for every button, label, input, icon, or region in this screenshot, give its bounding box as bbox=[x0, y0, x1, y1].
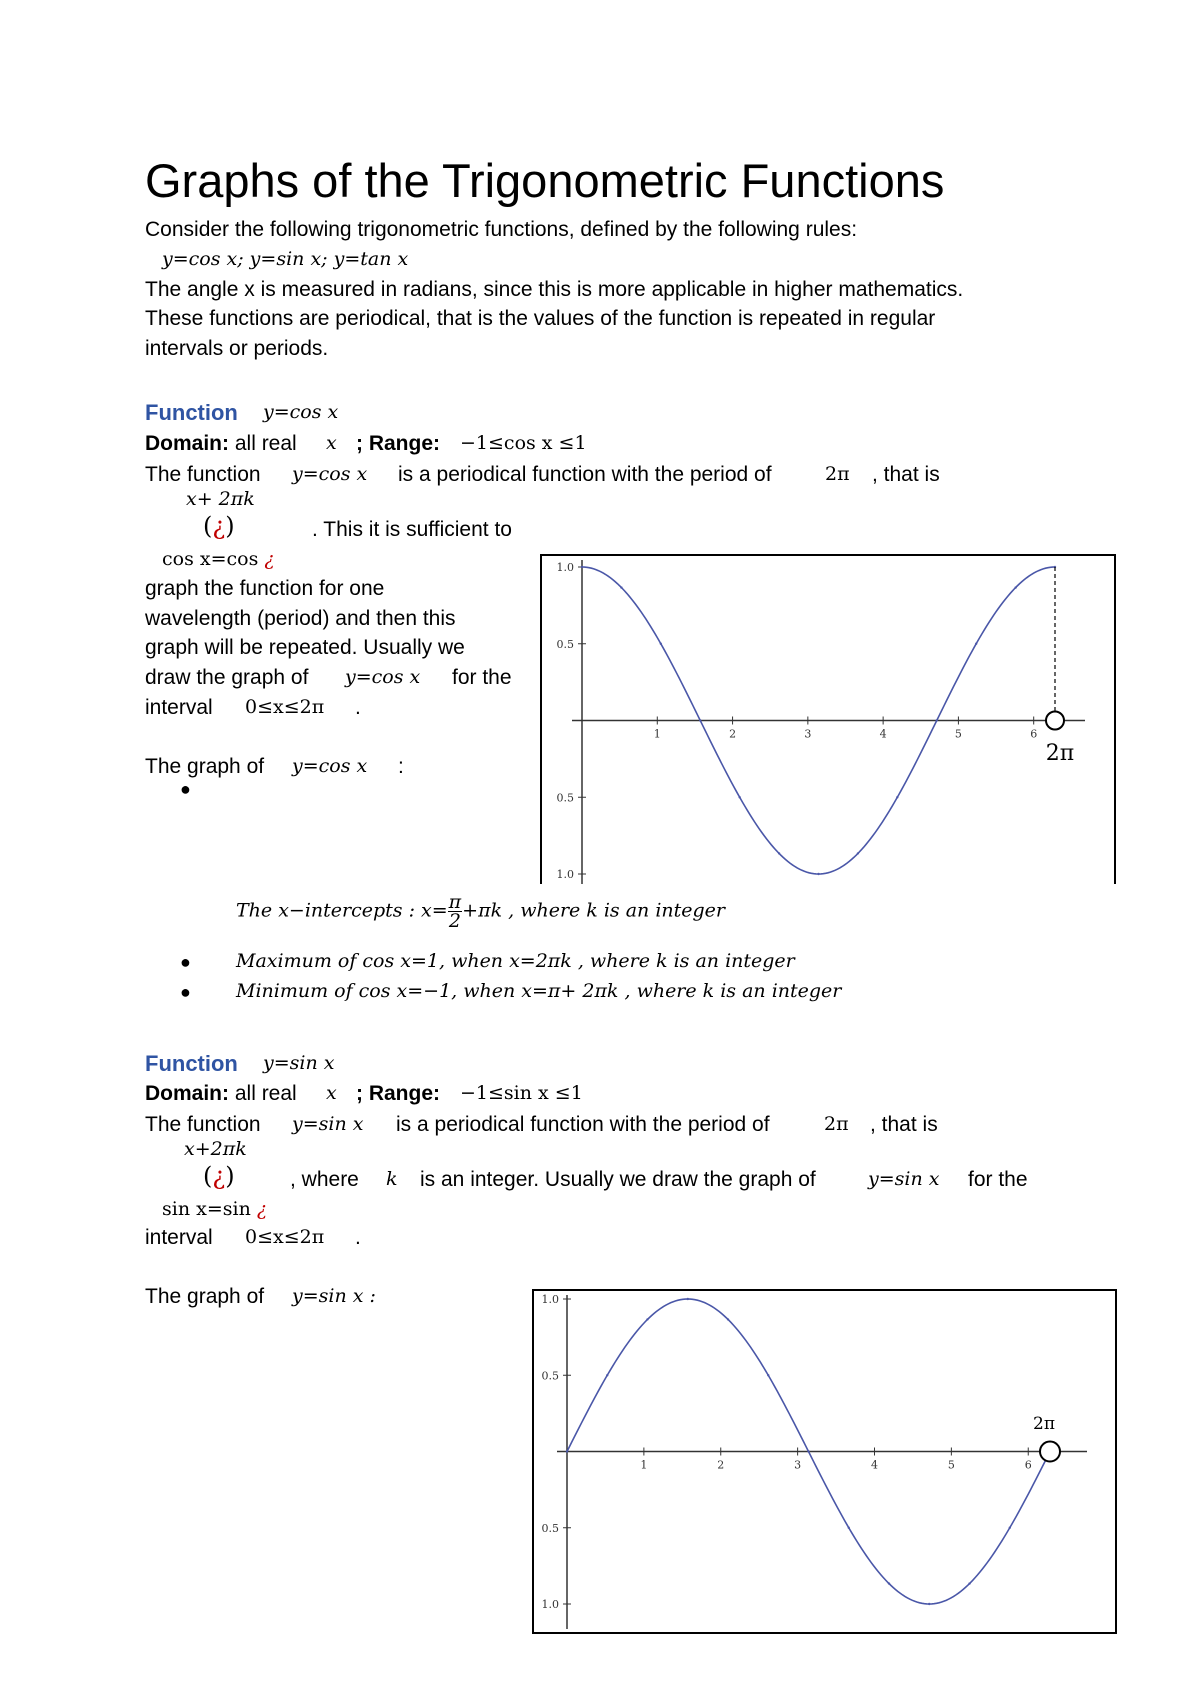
period-label: 2π bbox=[1045, 741, 1075, 766]
cos-draw-math: y=cos x bbox=[345, 666, 421, 688]
cos-eq-lhs-i: ¿ bbox=[264, 548, 275, 570]
sin-where-var: k bbox=[386, 1168, 398, 1190]
sin-interval-end: . bbox=[355, 1226, 361, 1249]
cos-domain-text: all real bbox=[234, 432, 297, 455]
cos-domain-var: x bbox=[326, 432, 337, 454]
sin-eq-paren-open: ( bbox=[203, 1162, 213, 1190]
intro-rules: y=cos x; y=sin x; y=tan x bbox=[162, 248, 409, 270]
x-tick-label: 4 bbox=[870, 1458, 878, 1472]
sin-graph-math: y=sin x : bbox=[292, 1285, 376, 1307]
data-point bbox=[1014, 586, 1016, 588]
data-point bbox=[581, 566, 583, 568]
intro-line-2: The angle x is measured in radians, since this is more applicable in higher mathematics. bbox=[145, 278, 964, 301]
y-tick-label: 1.0 bbox=[556, 868, 574, 881]
sin-chart bbox=[532, 1289, 1117, 1634]
cos-para-2: wavelength (period) and then this bbox=[145, 607, 456, 630]
cos-para-3: graph will be repeated. Usually we bbox=[145, 636, 465, 659]
fraction-numerator: π bbox=[448, 891, 462, 913]
cos-eq-lhs: cos x=cos bbox=[162, 548, 259, 570]
data-point bbox=[968, 1582, 970, 1584]
page-title: Graphs of the Trigonometric Functions bbox=[145, 154, 945, 207]
sin-interval-label: interval bbox=[145, 1226, 213, 1249]
cos-graph-colon: : bbox=[398, 755, 404, 778]
sin-heading: Function bbox=[145, 1051, 238, 1076]
sin-eq-lhs-i: ¿ bbox=[256, 1198, 268, 1220]
data-point bbox=[1009, 1527, 1011, 1529]
data-point bbox=[888, 1582, 890, 1584]
sin-period-pre: The function bbox=[145, 1113, 261, 1136]
sin-eq-paren bbox=[203, 1162, 235, 1190]
sin-period-mid: is a periodical function with the period of bbox=[396, 1113, 770, 1136]
cos-chart bbox=[540, 554, 1116, 884]
x-tick-label: 1 bbox=[653, 727, 661, 741]
data-point bbox=[807, 1450, 809, 1452]
data-point bbox=[646, 1318, 648, 1320]
sin-eq-lhs-row bbox=[162, 1198, 267, 1220]
data-point bbox=[606, 1374, 608, 1376]
cos-eq-i: ¿ bbox=[212, 512, 226, 540]
sin-eq-lhs: sin x=sin bbox=[162, 1198, 251, 1220]
data-point bbox=[928, 1603, 930, 1605]
cos-period-math: y=cos x bbox=[292, 463, 368, 485]
cos-interval-end: . bbox=[355, 696, 361, 719]
sin-period-val: 2π bbox=[824, 1113, 849, 1135]
cos-max: Maximum of cos x=1, when x=2πk , where k is an integer bbox=[236, 950, 795, 972]
sin-domain-var: x bbox=[326, 1082, 337, 1104]
x-tick-label: 1 bbox=[640, 1458, 648, 1472]
cos-period-pre: The function bbox=[145, 463, 261, 486]
data-point bbox=[778, 852, 780, 854]
data-point bbox=[687, 1298, 689, 1300]
sin-integer-text: is an integer. Usually we draw the graph of bbox=[420, 1168, 816, 1191]
data-point bbox=[767, 1374, 769, 1376]
data-point bbox=[817, 873, 819, 875]
data-point bbox=[857, 852, 859, 854]
cos-intercepts-post: +πk , where k is an integer bbox=[462, 899, 726, 922]
bullet-icon: ● bbox=[180, 952, 191, 972]
cos-intercepts-pre: The x−intercepts : x= bbox=[236, 899, 448, 922]
period-marker bbox=[1046, 712, 1064, 730]
period-marker bbox=[1040, 1442, 1060, 1462]
x-tick-label: 3 bbox=[804, 727, 812, 741]
cos-range-label: ; Range: bbox=[356, 432, 440, 455]
y-tick-label: 1.0 bbox=[541, 1598, 559, 1611]
cos-period-mid: is a periodical function with the period of bbox=[398, 463, 772, 486]
sin-where: , where bbox=[290, 1168, 359, 1191]
x-tick-label: 4 bbox=[879, 727, 887, 741]
cos-graph-label: The graph of bbox=[145, 755, 265, 778]
cos-eq-paren-open: ( bbox=[203, 512, 213, 540]
x-tick-label: 3 bbox=[794, 1458, 802, 1472]
x-tick-label: 5 bbox=[947, 1458, 955, 1472]
data-point bbox=[848, 1527, 850, 1529]
sin-domain-text: all real bbox=[234, 1082, 297, 1105]
sin-range-math: −1≤sin x ≤1 bbox=[460, 1082, 583, 1104]
data-point bbox=[896, 796, 898, 798]
cos-heading-math: y=cos x bbox=[263, 401, 339, 423]
cos-eq-lhs-row bbox=[162, 548, 275, 570]
cos-draw-pre: draw the graph of bbox=[145, 666, 309, 689]
cos-sufficient: . This it is sufficient to bbox=[312, 518, 512, 541]
cos-intercepts bbox=[236, 893, 725, 930]
cos-min: Minimum of cos x=−1, when x=π+ 2πk , where k is an integer bbox=[236, 980, 842, 1002]
y-tick-label: 1.0 bbox=[556, 561, 574, 574]
intro-line-4: intervals or periods. bbox=[145, 337, 329, 360]
cos-period-val: 2π bbox=[825, 463, 850, 485]
fraction-denominator: 2 bbox=[448, 910, 461, 932]
sin-period-post: , that is bbox=[870, 1113, 938, 1136]
y-tick-label: 0.5 bbox=[541, 1369, 559, 1383]
cos-draw-post: for the bbox=[452, 666, 512, 689]
sin-eq-paren-close: ) bbox=[225, 1162, 235, 1190]
cos-heading: Function bbox=[145, 400, 238, 425]
sin-range-label: ; Range: bbox=[356, 1082, 440, 1105]
cos-graph-math: y=cos x bbox=[292, 755, 368, 777]
sin-interval-math: 0≤x≤2π bbox=[245, 1226, 325, 1248]
sin-domain-label: Domain: bbox=[145, 1082, 229, 1105]
data-point bbox=[620, 586, 622, 588]
y-tick-label: 0.5 bbox=[556, 791, 574, 805]
sin-eq-arg: x+2πk bbox=[184, 1138, 247, 1160]
sin-graph-label: The graph of bbox=[145, 1285, 265, 1308]
data-point bbox=[699, 719, 701, 721]
sin-draw-math: y=sin x bbox=[868, 1168, 940, 1190]
cos-interval-label: interval bbox=[145, 696, 213, 719]
sin-eq-i: ¿ bbox=[212, 1162, 226, 1190]
cos-domain-label: Domain: bbox=[145, 432, 229, 455]
data-point bbox=[727, 1318, 729, 1320]
intro-line-1: Consider the following trigonometric functions, defined by the following rules: bbox=[145, 218, 858, 241]
data-point bbox=[936, 719, 938, 721]
cos-eq-paren bbox=[203, 512, 235, 540]
x-tick-label: 2 bbox=[717, 1458, 725, 1472]
data-point bbox=[566, 1450, 568, 1452]
cos-range-math: −1≤cos x ≤1 bbox=[460, 432, 587, 454]
x-tick-label: 5 bbox=[954, 727, 962, 741]
y-tick-label: 0.5 bbox=[556, 637, 574, 651]
bullet-icon: ● bbox=[180, 779, 191, 799]
cos-domain-row bbox=[145, 432, 297, 456]
x-tick-label: 6 bbox=[1030, 727, 1038, 741]
cos-eq-arg: x+ 2πk bbox=[186, 488, 255, 510]
period-label: 2π bbox=[1033, 1414, 1055, 1434]
cos-para-1: graph the function for one bbox=[145, 577, 385, 600]
data-point bbox=[738, 796, 740, 798]
y-tick-label: 1.0 bbox=[541, 1293, 559, 1306]
cos-eq-paren-close: ) bbox=[225, 512, 235, 540]
data-point bbox=[975, 643, 977, 645]
sin-heading-math: y=sin x bbox=[263, 1052, 335, 1074]
y-tick-label: 0.5 bbox=[541, 1521, 559, 1535]
data-point bbox=[660, 643, 662, 645]
intro-line-3: These functions are periodical, that is the values of the function is repeated in regular bbox=[145, 307, 936, 330]
sin-period-math: y=sin x bbox=[292, 1113, 364, 1135]
cos-period-post: , that is bbox=[872, 463, 940, 486]
sin-draw-post: for the bbox=[968, 1168, 1028, 1191]
x-tick-label: 2 bbox=[729, 727, 737, 741]
pi-over-2-fraction bbox=[448, 893, 463, 930]
bullet-icon: ● bbox=[180, 982, 191, 1002]
x-tick-label: 6 bbox=[1024, 1458, 1032, 1472]
sin-domain-row bbox=[145, 1082, 297, 1106]
cos-interval-math: 0≤x≤2π bbox=[245, 696, 325, 718]
